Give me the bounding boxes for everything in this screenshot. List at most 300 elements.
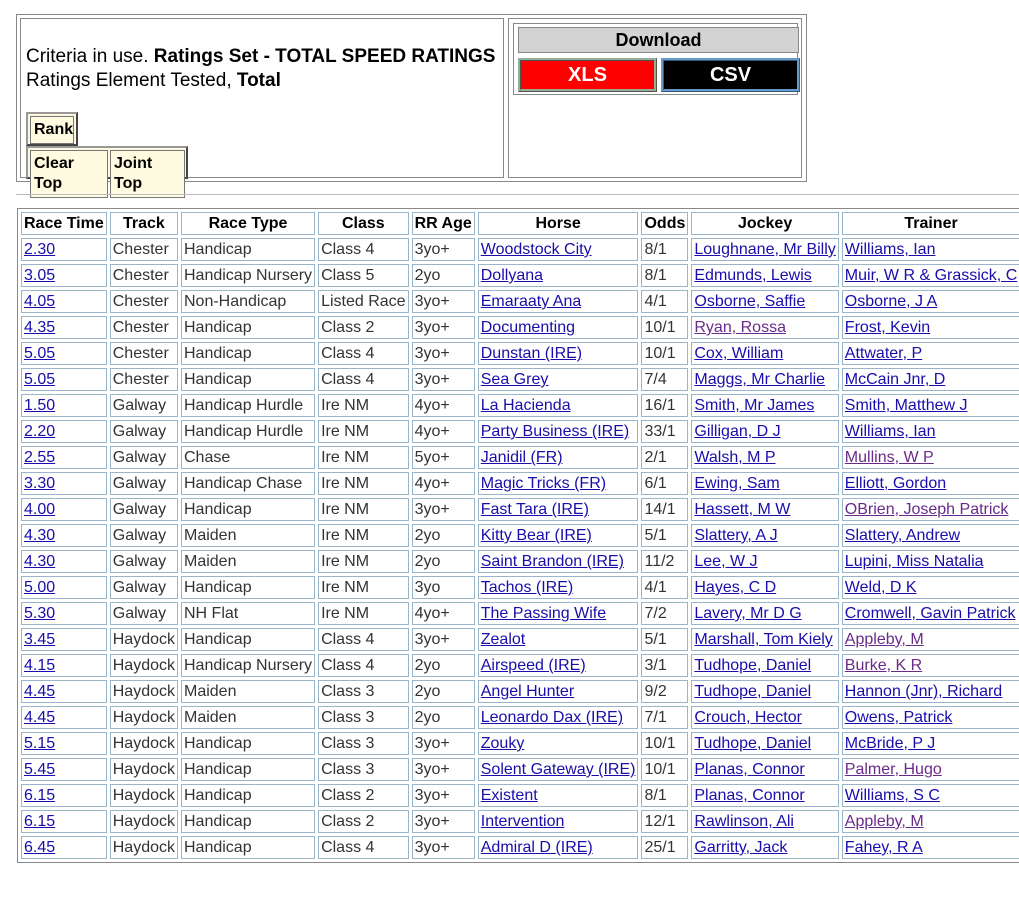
class-cell: Class 4 — [318, 238, 409, 261]
rr-age-cell: 3yo+ — [412, 836, 475, 859]
table-row — [21, 316, 1019, 339]
track-cell: Galway — [110, 446, 178, 469]
trainer-link[interactable]: Fahey, R A — [844, 839, 923, 856]
trainer-link[interactable]: Attwater, P — [844, 345, 923, 362]
trainer-link[interactable]: Osborne, J A — [844, 293, 938, 310]
race-time-link[interactable]: 5.30 — [24, 605, 56, 622]
jockey-link[interactable]: Edmunds, Lewis — [694, 267, 812, 284]
trainer-link[interactable]: Williams, Ian — [844, 423, 936, 440]
jockey-cell — [691, 836, 838, 859]
race-type-cell: Handicap — [181, 810, 315, 833]
race-type-cell: Handicap — [181, 498, 315, 521]
track-cell: Haydock — [110, 784, 178, 807]
col-horse[interactable]: Horse — [478, 212, 639, 235]
track-cell: Galway — [110, 524, 178, 547]
horse-cell — [478, 446, 639, 469]
trainer-cell — [842, 472, 1019, 495]
criteria-label: Criteria in use. — [26, 46, 154, 67]
trainer-link[interactable]: Slattery, Andrew — [844, 527, 961, 544]
track-cell: Chester — [110, 290, 178, 313]
class-cell: Listed Race — [318, 290, 409, 313]
table-row — [21, 758, 1019, 781]
rr-age-cell: 4yo+ — [412, 472, 475, 495]
jockey-link[interactable]: Gilligan, D J — [694, 423, 781, 440]
trainer-link[interactable]: Williams, Ian — [844, 241, 936, 258]
horse-link[interactable]: Woodstock City — [480, 241, 592, 258]
trainer-link[interactable]: Frost, Kevin — [844, 319, 931, 336]
trainer-link[interactable]: Appleby, M — [844, 813, 924, 830]
race-time-cell — [21, 368, 107, 391]
horse-cell — [478, 836, 639, 859]
horse-link[interactable]: Fast Tara (IRE) — [480, 501, 589, 518]
table-row — [21, 654, 1019, 677]
race-time-cell — [21, 342, 107, 365]
jockey-link[interactable]: Ewing, Sam — [694, 475, 780, 492]
race-type-cell: Handicap — [181, 342, 315, 365]
track-cell: Galway — [110, 550, 178, 573]
jockey-cell — [691, 290, 838, 313]
race-type-cell: Maiden — [181, 524, 315, 547]
horse-link[interactable]: Zealot — [480, 631, 526, 648]
trainer-link[interactable]: Lupini, Miss Natalia — [844, 553, 984, 570]
jockey-link[interactable]: Garritty, Jack — [694, 839, 788, 856]
jockey-cell — [691, 576, 838, 599]
table-row — [21, 836, 1019, 859]
race-time-link[interactable]: 3.45 — [24, 631, 56, 648]
table-row — [21, 576, 1019, 599]
track-cell: Galway — [110, 498, 178, 521]
horse-link[interactable]: The Passing Wife — [480, 605, 607, 622]
trainer-cell — [842, 732, 1019, 755]
trainer-link[interactable]: McCain Jnr, D — [844, 371, 946, 388]
jockey-cell — [691, 732, 838, 755]
horse-link[interactable]: Solent Gateway (IRE) — [480, 761, 636, 778]
col-class[interactable]: Class — [318, 212, 409, 235]
odds-cell: 10/1 — [641, 342, 688, 365]
race-time-link[interactable]: 5.45 — [24, 761, 56, 778]
rr-age-cell: 2yo — [412, 706, 475, 729]
odds-cell: 5/1 — [641, 628, 688, 651]
horse-link[interactable]: Saint Brandon (IRE) — [480, 553, 624, 570]
table-row — [21, 602, 1019, 625]
horse-cell — [478, 238, 639, 261]
criteria-line — [26, 46, 495, 68]
table-row — [21, 290, 1019, 313]
xls-download-button[interactable]: XLS — [518, 58, 657, 92]
criteria-value: Ratings Set - TOTAL SPEED RATINGS — [153, 46, 496, 67]
table-row — [21, 368, 1019, 391]
track-cell: Haydock — [110, 758, 178, 781]
race-time-link[interactable]: 4.00 — [24, 501, 56, 518]
jockey-cell — [691, 680, 838, 703]
class-cell: Class 3 — [318, 732, 409, 755]
header-row — [21, 212, 1019, 235]
horse-link[interactable]: Angel Hunter — [480, 683, 575, 700]
table-row — [21, 394, 1019, 417]
rr-age-cell: 3yo+ — [412, 628, 475, 651]
jockey-link[interactable]: Planas, Connor — [694, 761, 805, 778]
rank-button-frame — [26, 112, 78, 146]
horse-link[interactable]: Emaraaty Ana — [480, 293, 582, 310]
trainer-link[interactable]: Williams, S C — [844, 787, 940, 804]
rr-age-cell: 3yo — [412, 576, 475, 599]
jockey-cell — [691, 498, 838, 521]
table-row — [21, 238, 1019, 261]
horse-cell — [478, 654, 639, 677]
horse-cell — [478, 784, 639, 807]
trainer-cell — [842, 342, 1019, 365]
race-type-cell: Handicap — [181, 784, 315, 807]
horse-link[interactable]: La Hacienda — [480, 397, 571, 414]
horse-link[interactable]: Existent — [480, 787, 538, 804]
horse-cell — [478, 758, 639, 781]
rr-age-cell: 2yo — [412, 550, 475, 573]
track-cell: Galway — [110, 602, 178, 625]
trainer-cell — [842, 316, 1019, 339]
jockey-cell — [691, 368, 838, 391]
race-time-link[interactable]: 4.45 — [24, 683, 56, 700]
race-time-link[interactable]: 3.30 — [24, 475, 56, 492]
odds-cell: 9/2 — [641, 680, 688, 703]
horse-cell — [478, 420, 639, 443]
horse-link[interactable]: Magic Tricks (FR) — [480, 475, 607, 492]
race-time-link[interactable]: 6.45 — [24, 839, 56, 856]
download-title: Download — [518, 27, 799, 53]
horse-cell — [478, 706, 639, 729]
race-type-cell: Handicap — [181, 238, 315, 261]
race-type-cell: Handicap — [181, 732, 315, 755]
rr-age-cell: 3yo+ — [412, 290, 475, 313]
race-type-cell: Handicap Nursery — [181, 654, 315, 677]
track-cell: Chester — [110, 368, 178, 391]
race-time-cell — [21, 290, 107, 313]
jockey-cell — [691, 550, 838, 573]
class-cell: Class 3 — [318, 706, 409, 729]
track-cell: Haydock — [110, 654, 178, 677]
trainer-link[interactable]: Burke, K R — [844, 657, 923, 674]
race-time-cell — [21, 628, 107, 651]
rr-age-cell: 2yo — [412, 680, 475, 703]
horse-cell — [478, 524, 639, 547]
rank-button[interactable]: Rank — [30, 116, 74, 144]
col-track[interactable]: Track — [110, 212, 178, 235]
jockey-link[interactable]: Lee, W J — [694, 553, 758, 570]
horse-link[interactable]: Documenting — [480, 319, 576, 336]
jockey-cell — [691, 654, 838, 677]
track-cell: Haydock — [110, 706, 178, 729]
jockey-cell — [691, 628, 838, 651]
trainer-link[interactable]: Smith, Matthew J — [844, 397, 968, 414]
track-cell: Haydock — [110, 732, 178, 755]
rr-age-cell: 3yo+ — [412, 238, 475, 261]
race-time-link[interactable]: 1.50 — [24, 397, 56, 414]
rr-age-cell: 3yo+ — [412, 758, 475, 781]
jockey-link[interactable]: Hayes, C D — [694, 579, 777, 596]
race-time-link[interactable]: 5.05 — [24, 345, 56, 362]
trainer-cell — [842, 420, 1019, 443]
horse-link[interactable]: Janidil (FR) — [480, 449, 563, 466]
track-cell: Galway — [110, 576, 178, 599]
jockey-link[interactable]: Ryan, Rossa — [694, 319, 786, 336]
horse-link[interactable]: Kitty Bear (IRE) — [480, 527, 592, 544]
race-time-link[interactable]: 2.30 — [24, 241, 56, 258]
rr-age-cell: 3yo+ — [412, 342, 475, 365]
odds-cell: 6/1 — [641, 472, 688, 495]
element-label: Ratings Element Tested, — [26, 70, 237, 91]
col-jockey[interactable]: Jockey — [691, 212, 838, 235]
odds-cell: 10/1 — [641, 316, 688, 339]
race-type-cell: Handicap — [181, 576, 315, 599]
odds-cell: 3/1 — [641, 654, 688, 677]
trainer-link[interactable]: Appleby, M — [844, 631, 924, 648]
rr-age-cell: 3yo+ — [412, 784, 475, 807]
horse-link[interactable]: Admiral D (IRE) — [480, 839, 593, 856]
class-cell: Ire NM — [318, 446, 409, 469]
class-cell: Ire NM — [318, 602, 409, 625]
horse-cell — [478, 628, 639, 651]
odds-cell: 7/2 — [641, 602, 688, 625]
trainer-cell — [842, 810, 1019, 833]
jockey-link[interactable]: Cox, William — [694, 345, 784, 362]
joint-top-button[interactable]: Joint Top — [110, 150, 185, 198]
race-time-link[interactable]: 4.45 — [24, 709, 56, 726]
trainer-link[interactable]: Hannon (Jnr), Richard — [844, 683, 1003, 700]
jockey-link[interactable]: Tudhope, Daniel — [694, 735, 812, 752]
odds-cell: 2/1 — [641, 446, 688, 469]
col-race-type[interactable]: Race Type — [181, 212, 315, 235]
race-time-cell — [21, 264, 107, 287]
races-table — [17, 208, 1019, 863]
race-type-cell: Maiden — [181, 706, 315, 729]
horse-cell — [478, 368, 639, 391]
class-cell: Ire NM — [318, 576, 409, 599]
race-time-link[interactable]: 4.30 — [24, 553, 56, 570]
class-cell: Class 2 — [318, 316, 409, 339]
race-time-cell — [21, 836, 107, 859]
race-type-cell: Handicap — [181, 758, 315, 781]
rr-age-cell: 2yo — [412, 264, 475, 287]
jockey-link[interactable]: Hassett, M W — [694, 501, 791, 518]
clear-top-button[interactable]: Clear Top — [30, 150, 108, 198]
horse-cell — [478, 680, 639, 703]
race-time-link[interactable]: 4.05 — [24, 293, 56, 310]
horse-link[interactable]: Tachos (IRE) — [480, 579, 574, 596]
criteria-box — [20, 18, 504, 192]
race-time-link[interactable]: 3.05 — [24, 267, 56, 284]
trainer-link[interactable]: McBride, P J — [844, 735, 936, 752]
horse-cell — [478, 342, 639, 365]
horse-link[interactable]: Dunstan (IRE) — [480, 345, 583, 362]
download-panel — [508, 18, 802, 178]
race-time-link[interactable]: 5.05 — [24, 371, 56, 388]
horse-link[interactable]: Airspeed (IRE) — [480, 657, 586, 674]
trainer-cell — [842, 576, 1019, 599]
trainer-link[interactable]: Owens, Patrick — [844, 709, 953, 726]
race-time-link[interactable]: 4.15 — [24, 657, 56, 674]
class-cell: Ire NM — [318, 394, 409, 417]
race-time-cell — [21, 706, 107, 729]
jockey-link[interactable]: Walsh, M P — [694, 449, 776, 466]
class-cell: Class 3 — [318, 680, 409, 703]
track-cell: Haydock — [110, 836, 178, 859]
trainer-cell — [842, 784, 1019, 807]
trainer-link[interactable]: Cromwell, Gavin Patrick — [844, 605, 1016, 622]
trainer-link[interactable]: Mullins, W P — [844, 449, 934, 466]
race-time-cell — [21, 680, 107, 703]
csv-download-button[interactable]: CSV — [661, 58, 800, 92]
race-time-cell — [21, 576, 107, 599]
class-cell: Class 4 — [318, 836, 409, 859]
track-cell: Chester — [110, 316, 178, 339]
jockey-cell — [691, 810, 838, 833]
race-time-link[interactable]: 2.55 — [24, 449, 56, 466]
class-cell: Ire NM — [318, 498, 409, 521]
race-time-link[interactable]: 4.30 — [24, 527, 56, 544]
race-type-cell: Handicap — [181, 368, 315, 391]
class-cell: Class 4 — [318, 342, 409, 365]
jockey-link[interactable]: Tudhope, Daniel — [694, 657, 812, 674]
horse-link[interactable]: Leonardo Dax (IRE) — [480, 709, 624, 726]
trainer-cell — [842, 654, 1019, 677]
class-cell: Class 3 — [318, 758, 409, 781]
track-cell: Galway — [110, 472, 178, 495]
race-time-link[interactable]: 4.35 — [24, 319, 56, 336]
horse-link[interactable]: Dollyana — [480, 267, 544, 284]
trainer-cell — [842, 758, 1019, 781]
trainer-cell — [842, 446, 1019, 469]
race-time-cell — [21, 394, 107, 417]
jockey-link[interactable]: Rawlinson, Ali — [694, 813, 794, 830]
race-type-cell: Handicap — [181, 836, 315, 859]
race-time-link[interactable]: 2.20 — [24, 423, 56, 440]
horse-cell — [478, 498, 639, 521]
rr-age-cell: 3yo+ — [412, 810, 475, 833]
trainer-link[interactable]: Palmer, Hugo — [844, 761, 942, 778]
jockey-cell — [691, 524, 838, 547]
rr-age-cell: 3yo+ — [412, 368, 475, 391]
jockey-cell — [691, 758, 838, 781]
col-race-time[interactable]: Race Time — [21, 212, 107, 235]
race-time-link[interactable]: 6.15 — [24, 787, 56, 804]
race-type-cell: Handicap Chase — [181, 472, 315, 495]
jockey-link[interactable]: Marshall, Tom Kiely — [694, 631, 833, 648]
jockey-link[interactable]: Planas, Connor — [694, 787, 805, 804]
horse-cell — [478, 576, 639, 599]
race-time-link[interactable]: 5.00 — [24, 579, 56, 596]
col-odds[interactable]: Odds — [641, 212, 688, 235]
race-time-cell — [21, 758, 107, 781]
odds-cell: 16/1 — [641, 394, 688, 417]
table-row — [21, 498, 1019, 521]
horse-cell — [478, 810, 639, 833]
col-rr-age[interactable]: RR Age — [412, 212, 475, 235]
jockey-cell — [691, 420, 838, 443]
jockey-link[interactable]: Crouch, Hector — [694, 709, 802, 726]
jockey-cell — [691, 238, 838, 261]
odds-cell: 7/4 — [641, 368, 688, 391]
odds-cell: 8/1 — [641, 238, 688, 261]
table-row — [21, 264, 1019, 287]
trainer-link[interactable]: Elliott, Gordon — [844, 475, 947, 492]
trainer-cell — [842, 628, 1019, 651]
jockey-link[interactable]: Osborne, Saffie — [694, 293, 806, 310]
track-cell: Chester — [110, 342, 178, 365]
horse-link[interactable]: Sea Grey — [480, 371, 549, 388]
horse-cell — [478, 472, 639, 495]
class-cell: Class 4 — [318, 654, 409, 677]
rr-age-cell: 4yo+ — [412, 420, 475, 443]
horse-cell — [478, 394, 639, 417]
jockey-cell — [691, 602, 838, 625]
download-box — [513, 23, 798, 95]
trainer-cell — [842, 368, 1019, 391]
class-cell: Ire NM — [318, 472, 409, 495]
element-line — [26, 70, 281, 92]
race-time-link[interactable]: 6.15 — [24, 813, 56, 830]
divider — [16, 194, 1019, 195]
race-time-cell — [21, 602, 107, 625]
odds-cell: 5/1 — [641, 524, 688, 547]
race-time-link[interactable]: 5.15 — [24, 735, 56, 752]
jockey-link[interactable]: Smith, Mr James — [694, 397, 815, 414]
trainer-cell — [842, 498, 1019, 521]
race-type-cell: Handicap Hurdle — [181, 420, 315, 443]
class-cell: Ire NM — [318, 550, 409, 573]
class-cell: Class 4 — [318, 628, 409, 651]
track-cell: Haydock — [110, 628, 178, 651]
jockey-link[interactable]: Tudhope, Daniel — [694, 683, 812, 700]
race-type-cell: Non-Handicap — [181, 290, 315, 313]
jockey-link[interactable]: Slattery, A J — [694, 527, 778, 544]
track-cell: Galway — [110, 394, 178, 417]
table-row — [21, 680, 1019, 703]
trainer-cell — [842, 680, 1019, 703]
odds-cell: 33/1 — [641, 420, 688, 443]
element-value: Total — [236, 70, 281, 91]
rr-age-cell: 4yo+ — [412, 394, 475, 417]
track-cell: Galway — [110, 420, 178, 443]
class-cell: Ire NM — [318, 524, 409, 547]
odds-cell: 4/1 — [641, 576, 688, 599]
table-row — [21, 628, 1019, 651]
rr-age-cell: 3yo+ — [412, 498, 475, 521]
trainer-cell — [842, 836, 1019, 859]
trainer-link[interactable]: Muir, W R & Grassick, C — [844, 267, 1018, 284]
horse-link[interactable]: Zouky — [480, 735, 525, 752]
race-time-cell — [21, 498, 107, 521]
odds-cell: 12/1 — [641, 810, 688, 833]
track-cell: Haydock — [110, 810, 178, 833]
odds-cell: 4/1 — [641, 290, 688, 313]
horse-link[interactable]: Intervention — [480, 813, 565, 830]
col-trainer[interactable]: Trainer — [842, 212, 1019, 235]
race-type-cell: Maiden — [181, 550, 315, 573]
jockey-link[interactable]: Maggs, Mr Charlie — [694, 371, 826, 388]
trainer-cell — [842, 290, 1019, 313]
rr-age-cell: 3yo+ — [412, 316, 475, 339]
jockey-cell — [691, 784, 838, 807]
rr-age-cell: 2yo — [412, 654, 475, 677]
jockey-link[interactable]: Lavery, Mr D G — [694, 605, 802, 622]
trainer-link[interactable]: Weld, D K — [844, 579, 917, 596]
trainer-link[interactable]: OBrien, Joseph Patrick — [844, 501, 1009, 518]
track-cell: Chester — [110, 238, 178, 261]
jockey-link[interactable]: Loughnane, Mr Billy — [694, 241, 836, 258]
table-row — [21, 524, 1019, 547]
horse-link[interactable]: Party Business (IRE) — [480, 423, 630, 440]
table-row — [21, 472, 1019, 495]
jockey-cell — [691, 316, 838, 339]
